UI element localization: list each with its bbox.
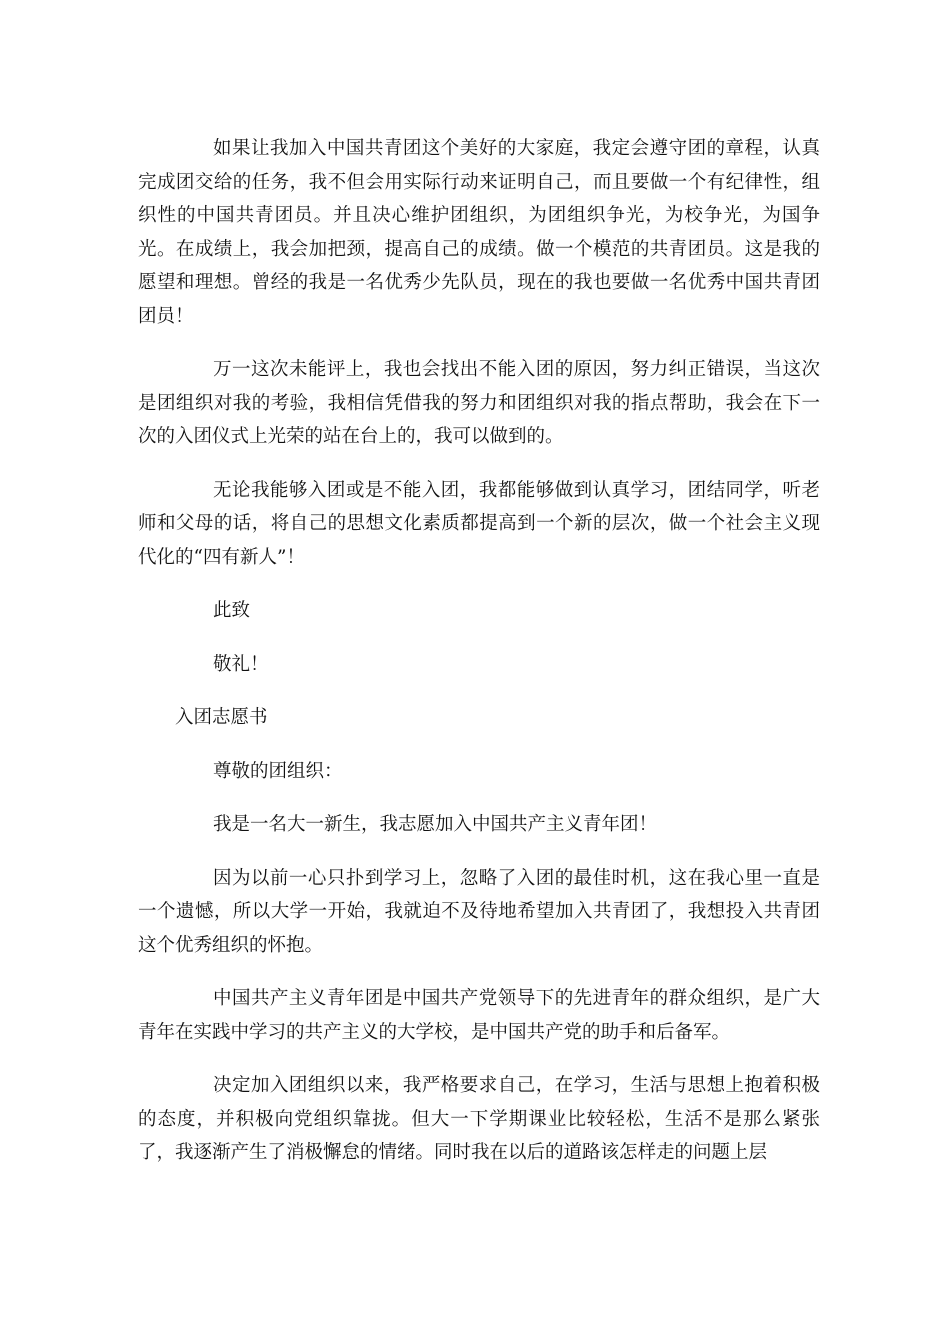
paragraph-reason: 因为以前一心只扑到学习上，忽略了入团的最佳时机，这在我心里一直是一个遗憾，所以大学一开始，我就迫不及待地希望加入共青团了，我想投入共青团这个优秀组织的怀抱。	[138, 867, 820, 956]
closing-salutation-1: 此致	[213, 600, 251, 621]
paragraph-league-description: 中国共产主义青年团是中国共产党领导下的先进青年的群众组织，是广大青年在实践中学习的共产主义的大学校，是中国共产党的助手和后备军。	[138, 988, 820, 1043]
paragraph-intro: 我是一名大一新生，我志愿加入中国共产主义青年团！	[213, 814, 658, 835]
closing-salutation-2: 敬礼！	[213, 653, 269, 675]
paragraph-either-way: 无论我能够入团或是不能入团，我都能够做到认真学习，团结同学，听老师和父母的话，将自己的思想文化素质都提高到一个新的层次，做一个社会主义现代化的“四有新人”！	[138, 479, 820, 568]
paragraph-self-reflection: 决定加入团组织以来，我严格要求自己，在学习，生活与思想上抱着积极的态度，并积极向党组织靠拢。但大一下学期课业比较轻松，生活不是那么紧张了，我逐渐产生了消极懈怠的情绪。同时我在以后的道路该怎样走的问题上层	[138, 1075, 820, 1163]
paragraph-if-not-selected: 万一这次未能评上，我也会找出不能入团的原因，努力纠正错误，当这次是团组织对我的考验，我相信凭借我的努力和团组织对我的指点帮助，我会在下一次的入团仪式上光荣的站在台上的，我可以做到的。	[138, 359, 820, 447]
greeting: 尊敬的团组织：	[213, 760, 343, 782]
paragraph-join-promise: 如果让我加入中国共青团这个美好的大家庭，我定会遵守团的章程，认真完成团交给的任务，我不但会用实际行动来证明自己，而且要做一个有纪律性，组织性的中国共青团员。并且决心维护团组织，为团组织争光，为校争光，为国争光。在成绩上，我会加把颈，提高自己的成绩。做一个模范的共青团员。这是我的愿望和理想。曾经的我是一名优秀少先队员，现在的我也要做一名优秀中国共青团团员！	[138, 138, 820, 327]
document-body	[138, 132, 820, 1190]
section-title: 入团志愿书	[175, 707, 268, 728]
